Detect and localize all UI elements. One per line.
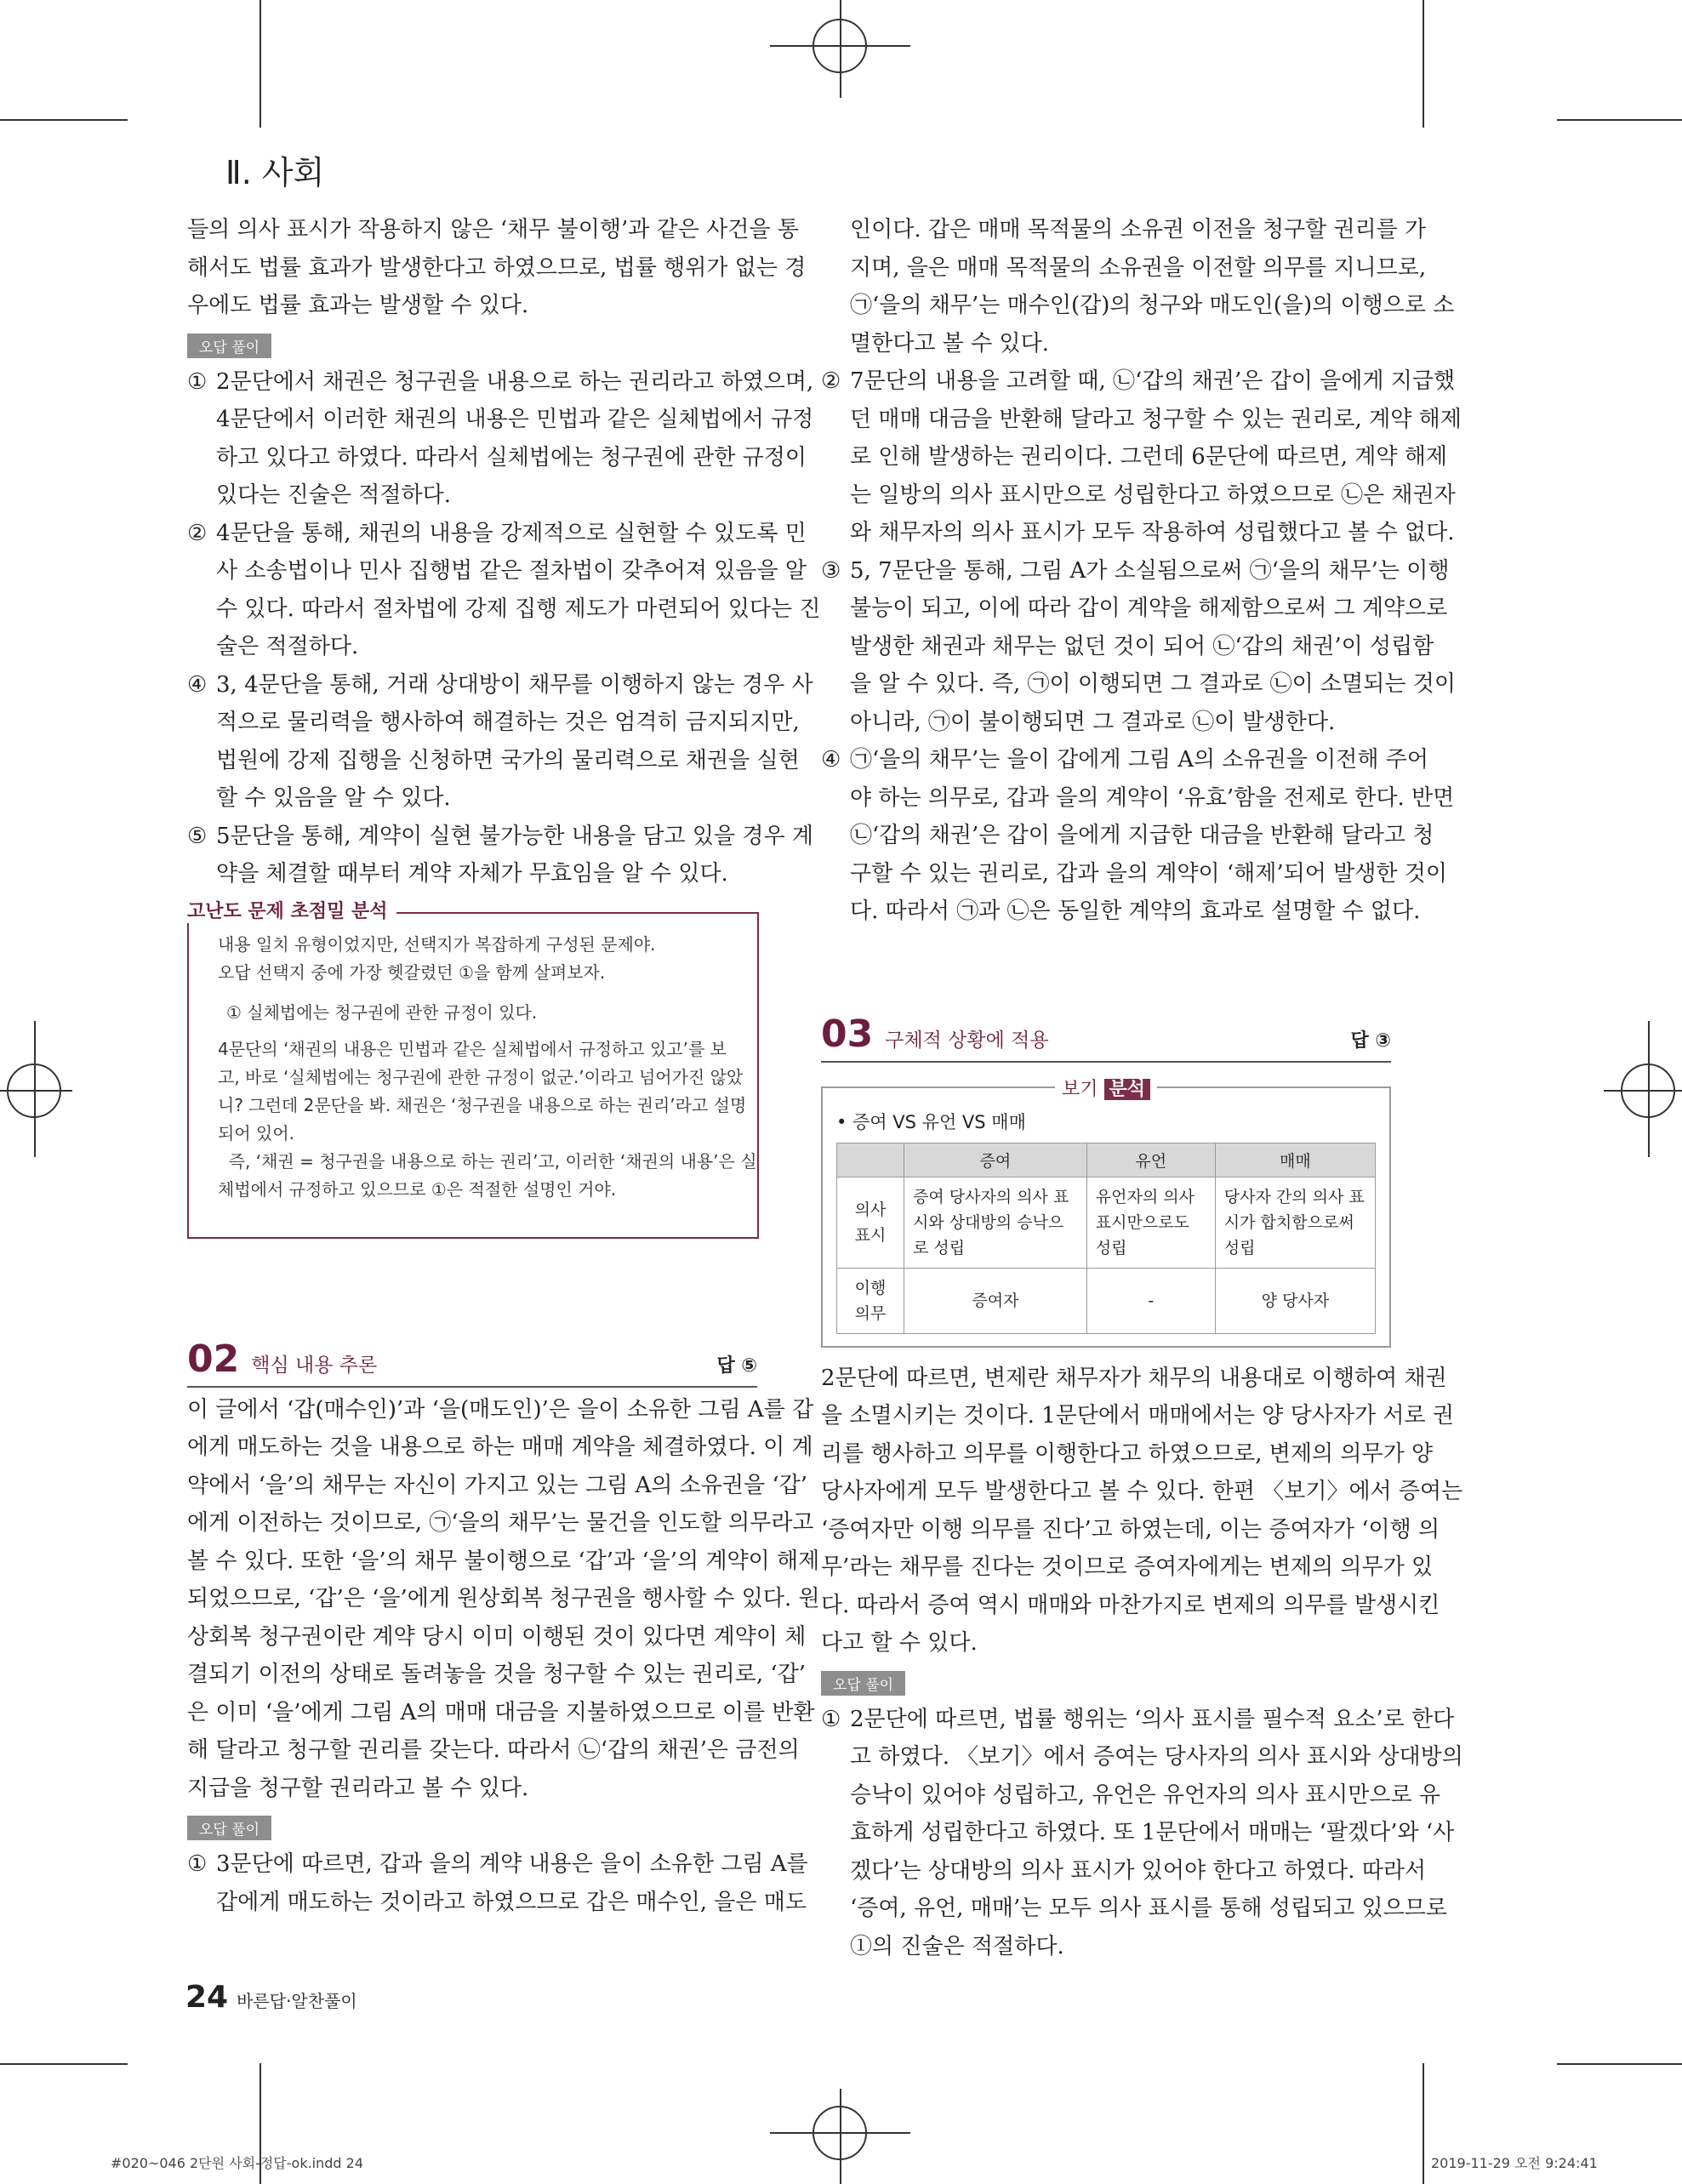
wrong-answer-tag: 오답 풀이 [821, 1671, 905, 1696]
wrong-answer-item [821, 1701, 1463, 1966]
text-line: 지급을 청구할 권리라고 볼 수 있다. [187, 1775, 529, 1801]
text-line: ㉠‘을의 채무’는 매수인(갑)의 청구와 매도인(을)의 이행으로 소 [850, 293, 1455, 318]
table-cell: 유언자의 의사 표시만으로도 성립 [1086, 1177, 1215, 1268]
section-title: Ⅱ. 사회 [225, 154, 325, 191]
box-title-analysis: 분석 [1104, 1079, 1151, 1100]
text-line: 구할 수 있는 권리로, 갑과 을의 계약이 ‘해제’되어 발생한 것이 [850, 860, 1447, 887]
table-row-header: 이행 의무 [837, 1268, 904, 1333]
answer-choice-item [187, 666, 813, 818]
text-line: 던 매매 대금을 반환해 달라고 청구할 수 있는 권리로, 계약 해제 [850, 406, 1462, 432]
crop-mark [0, 1090, 72, 1092]
text-line: 약을 체결할 때부터 계약 자체가 무효임을 알 수 있다. [216, 861, 728, 887]
text-line: 무’라는 채무를 진다는 것이므로 증여자에게는 변제의 의무가 있 [821, 1554, 1434, 1580]
text-line: 법원에 강제 집행을 신청하면 국가의 물리력으로 채권을 실현 [216, 747, 800, 773]
text-line: 로 인해 발생하는 권리이다. 그런데 6문단에 따르면, 계약 해제 [850, 444, 1447, 470]
text-line: 수 있다. 따라서 절차법에 강제 집행 제도가 마련되어 있다는 진 [216, 596, 821, 622]
choice-number: ① [187, 368, 208, 395]
question-type: 핵심 내용 추론 [251, 1354, 378, 1377]
table-row [837, 1268, 1376, 1333]
question-number: 02 [187, 1337, 240, 1381]
comparison-bullet: • 증여 VS 유언 VS 매매 [836, 1111, 1026, 1132]
choice-number: ① [821, 1706, 841, 1732]
crop-mark [34, 1021, 36, 1157]
crop-mark [1648, 1021, 1650, 1157]
crop-mark [1557, 2063, 1682, 2065]
text-line: 다. 따라서 ㉠과 ㉡은 동일한 계약의 효과로 설명할 수 없다. [850, 898, 1421, 924]
focus-line: 되어 있어. [218, 1122, 294, 1143]
text-line: 3문단에 따르면, 갑과 을의 계약 내용은 을이 소유한 그림 A를 [216, 1851, 808, 1877]
print-timestamp: 2019-11-29 오전 9:24:41 [1431, 2155, 1598, 2171]
table-cell: 증여자 [904, 1268, 1087, 1333]
choice-number: ④ [187, 671, 208, 698]
text-line: 을 소멸시키는 것이다. 1문단에서 매매에서는 양 당사자가 서로 권 [821, 1403, 1454, 1428]
text-line: 리를 행사하고 의무를 이행한다고 하였으므로, 변제의 의무가 양 [821, 1440, 1434, 1467]
file-info: #020~046 2단원 사회-정답-ok.indd 24 [111, 2155, 364, 2171]
text-line: 우에도 법률 효과는 발생할 수 있다. [187, 293, 529, 318]
right-column [821, 211, 1463, 1965]
text-line: 상회복 청구권이란 계약 당시 이미 이행된 것이 있다면 계약이 체 [187, 1623, 807, 1650]
focus-line: 내용 일치 유형이었지만, 선택지가 복잡하게 구성된 문제야. [218, 933, 656, 955]
text-line: ‘증여자만 이행 의무를 진다’고 하였는데, 이는 증여자가 ‘이행 의 [821, 1516, 1440, 1542]
text-line: 3, 4문단을 통해, 거래 상대방이 채무를 이행하지 않는 경우 사 [216, 671, 813, 698]
table-header-cell: 증여 [904, 1143, 1087, 1177]
crop-mark [0, 2063, 128, 2065]
box-title-bogi: 보기 [1061, 1078, 1098, 1100]
text-line: 4문단에서 이러한 채권의 내용은 민법과 같은 실체법에서 규정 [216, 407, 814, 432]
table-row-header: 의사 표시 [837, 1177, 904, 1268]
wrong-answer-list [821, 362, 1462, 931]
choice-number: ③ [821, 557, 841, 584]
text-line: 결되기 이전의 상태로 돌려놓을 것을 청구할 수 있는 권리로, ‘갑’ [187, 1662, 807, 1687]
table-header-cell: 매매 [1215, 1143, 1375, 1177]
focus-line: 고, 바로 ‘실체법에는 청구권에 관한 규정이 없군.’이라고 넘어가진 않았 [218, 1066, 744, 1087]
text-line: 아니라, ㉠이 불이행되면 그 결과로 ㉡이 발생한다. [850, 709, 1336, 735]
book-name: 바른답·알찬풀이 [237, 1991, 357, 2011]
answer-choice-item [821, 741, 1455, 931]
text-line: 불능이 되고, 이에 따라 갑이 계약을 해제함으로써 그 계약으로 [850, 596, 1448, 621]
crop-mark [1423, 2063, 1424, 2184]
text-line: 2문단에 따르면, 변제란 채무자가 채무의 내용대로 이행하여 채권 [821, 1365, 1447, 1391]
question-number: 03 [821, 1012, 874, 1056]
focus-line: 4문단의 ‘채권의 내용은 민법과 같은 실체법에서 규정하고 있고’를 보 [218, 1038, 727, 1059]
crop-mark [1423, 0, 1424, 128]
answer-choice-item [187, 363, 814, 515]
answer-choice-item [187, 818, 813, 893]
answer-choice-item [821, 1701, 1463, 1966]
crop-mark [1604, 1090, 1682, 1092]
text-line: 하고 있다고 하였다. 따라서 실체법에는 청구권에 관한 규정이 [216, 444, 807, 470]
text-line: 지며, 을은 매매 목적물의 소유권을 이전할 의무를 지니므로, [850, 254, 1427, 281]
table-cell: 당사자 간의 의사 표시가 합치함으로써 성립 [1215, 1177, 1375, 1268]
wrong-answer-tag: 오답 풀이 [187, 334, 271, 358]
continued-item [821, 211, 1455, 362]
wrong-answer-list [187, 363, 821, 893]
answer-choice-item [821, 552, 1456, 742]
crop-mark [840, 2089, 841, 2184]
focus-line: 즉, ‘채권 = 청구권을 내용으로 하는 권리’고, 이러한 ‘채권의 내용’은 실 [218, 1150, 757, 1172]
bogi-analysis-box [821, 1078, 1391, 1348]
text-line: 멸한다고 볼 수 있다. [850, 330, 1049, 356]
text-line: 적으로 물리력을 행사하여 해결하는 것은 엄격히 금지되지만, [216, 710, 800, 735]
crop-mark [840, 0, 841, 98]
crop-mark [1557, 119, 1682, 121]
question-03 [821, 1012, 1463, 1966]
text-line: ①의 진술은 적절하다. [850, 1933, 1064, 1959]
answer-choice-item [821, 362, 1462, 552]
choice-number: ⑤ [187, 823, 208, 849]
text-line: 들의 의사 표시가 작용하지 않은 ‘채무 불이행’과 같은 사건을 통 [187, 217, 799, 242]
focus-line: 오답 선택지 중에 가장 헷갈렸던 ①을 함께 살펴보자. [218, 961, 606, 983]
text-line: 해서도 법률 효과가 발생한다고 하였으므로, 법률 행위가 없는 경 [187, 254, 807, 281]
text-line: ㉡‘갑의 채권’은 갑이 을에게 지급한 대금을 반환해 달라고 청 [850, 823, 1434, 848]
text-line: 에게 매도하는 것을 내용으로 하는 매매 계약을 체결하였다. 이 계 [187, 1434, 813, 1460]
text-line: ㉠‘을의 채무’는 을이 갑에게 그림 A의 소유권을 이전해 주어 [850, 747, 1428, 773]
text-line: 발생한 채권과 채무는 없던 것이 되어 ㉡‘갑의 채권’이 성립함 [850, 633, 1434, 659]
text-line: 효하게 성립한다고 하였다. 또 1문단에서 매매는 ‘팔겠다’와 ‘사 [850, 1820, 1455, 1845]
focus-line: 니? 그런데 2문단을 봐. 채권은 ‘청구권을 내용으로 하는 권리’라고 설명 [218, 1094, 747, 1115]
text-line: 2문단에 따르면, 법률 행위는 ‘의사 표시를 필수적 요소’로 한다 [850, 1706, 1455, 1732]
focus-quote: ① 실체법에는 청구권에 관한 규정이 있다. [226, 1001, 538, 1023]
text-line: 은 이미 ‘을’에게 그림 A의 매매 대금을 지불하였으므로 이를 반환 [187, 1699, 815, 1725]
focus-body [218, 1035, 757, 1204]
left-column [187, 211, 821, 1921]
focus-analysis-box [187, 900, 757, 1235]
text-line: 다고 할 수 있다. [821, 1630, 978, 1656]
text-line: 갑에게 매도하는 것이라고 하였으므로 갑은 매수인, 을은 매도 [216, 1889, 807, 1915]
text-line: 당사자에게 모두 발생한다고 볼 수 있다. 한편 〈보기〉에서 증여는 [821, 1479, 1463, 1504]
text-line: 에게 이전하는 것이므로, ㉠‘을의 채무’는 물건을 인도할 의무라고 [187, 1510, 814, 1536]
choice-number: ① [187, 1851, 208, 1877]
crop-mark [259, 0, 261, 128]
text-line: 야 하는 의무로, 갑과 을의 계약이 ‘유효’함을 전제로 한다. 반면 [850, 784, 1455, 811]
text-line: 있다는 진술은 적절하다. [216, 482, 451, 508]
text-line: 이 글에서 ‘갑(매수인)’과 ‘을(매도인)’은 을이 소유한 그림 A를 갑 [187, 1396, 814, 1423]
question-03-explanation [821, 1360, 1463, 1662]
text-line: 약에서 ‘을’의 채무는 자신이 가지고 있는 그림 A의 소유권을 ‘갑’ [187, 1472, 808, 1498]
crop-mark [0, 119, 128, 121]
text-line: 인이다. 갑은 매매 목적물의 소유권 이전을 청구할 권리를 가 [850, 217, 1427, 242]
text-line: 고 하였다. 〈보기〉에서 증여는 당사자의 의사 표시와 상대방의 [850, 1744, 1463, 1770]
text-line: 할 수 있음을 알 수 있다. [216, 785, 451, 811]
focus-title: 고난도 문제 초점밀 분석 [187, 897, 396, 923]
text-line: 되었으므로, ‘갑’은 ‘을’에게 원상회복 청구권을 행사할 수 있다. 원 [187, 1586, 820, 1611]
table-cell: 증여 당사자의 의사 표시와 상대방의 승낙으로 성립 [904, 1177, 1087, 1268]
question-02 [187, 1337, 820, 1922]
choice-number: ④ [821, 747, 841, 773]
text-line: 4문단을 통해, 채권의 내용을 강제적으로 실현할 수 있도록 민 [216, 520, 807, 546]
text-line: 승낙이 있어야 성립하고, 유언은 유언자의 의사 표시만으로 유 [850, 1782, 1441, 1808]
answer-label: 답 ③ [1350, 1029, 1391, 1052]
text-line: 볼 수 있다. 또한 ‘을’의 채무 불이행으로 ‘갑’과 ‘을’의 계약이 해제 [187, 1548, 820, 1574]
focus-line: 체법에서 규정하고 있으므로 ①은 적절한 설명인 거야. [218, 1178, 617, 1200]
text-line: 해 달라고 청구할 권리를 갖는다. 따라서 ㉡‘갑의 채권’은 금전의 [187, 1737, 800, 1763]
text-line: 을 알 수 있다. 즉, ㉠이 이행되면 그 결과로 ㉡이 소멸되는 것이 [850, 671, 1456, 697]
text-line: 술은 적절하다. [216, 634, 359, 659]
text-line: 5, 7문단을 통해, 그림 A가 소실됨으로써 ㉠‘을의 채무’는 이행 [850, 557, 1450, 584]
table-cell: - [1086, 1268, 1215, 1333]
wrong-answer-item [187, 1845, 808, 1921]
page-number: 24 [185, 1980, 229, 2015]
focus-intro [218, 931, 738, 987]
question-type: 구체적 상황에 적용 [885, 1029, 1049, 1052]
table-cell: 양 당사자 [1215, 1268, 1375, 1333]
answer-label: 답 ⑤ [716, 1354, 757, 1377]
text-line: 다. 따라서 증여 역시 매매와 마찬가지로 변제의 의무를 발생시킨 [821, 1592, 1440, 1618]
text-line: 와 채무자의 의사 표시가 모두 작용하여 성립했다고 볼 수 없다. [850, 520, 1455, 545]
answer-choice-item [187, 1845, 808, 1921]
wrong-answer-tag: 오답 풀이 [187, 1816, 271, 1840]
choice-number: ② [187, 520, 208, 546]
intro-paragraph [187, 211, 807, 325]
answer-choice-item [187, 515, 821, 666]
comparison-table [836, 1143, 1376, 1334]
table-header-cell [837, 1143, 904, 1177]
question-02-explanation [187, 1391, 820, 1808]
text-line: 5문단을 통해, 계약이 실현 불가능한 내용을 담고 있을 경우 계 [216, 823, 813, 849]
text-line: 2문단에서 채권은 청구권을 내용으로 하는 권리라고 하였으며, [216, 368, 814, 395]
table-row [837, 1177, 1376, 1268]
text-line: 사 소송법이나 민사 집행법 같은 절차법이 갖추어져 있음을 알 [216, 558, 807, 584]
page-footer [185, 1980, 357, 2015]
text-line: 겠다’는 상대방의 의사 표시가 있어야 한다고 하였다. 따라서 [850, 1857, 1427, 1884]
text-line: 는 일방의 의사 표시만으로 성립한다고 하였으므로 ㉡은 채권자 [850, 482, 1456, 508]
text-line: ‘증여, 유언, 매매’는 모두 의사 표시를 통해 성립되고 있으므로 [850, 1896, 1447, 1921]
choice-number: ② [821, 368, 841, 394]
table-header-cell: 유언 [1086, 1143, 1215, 1177]
text-line: 7문단의 내용을 고려할 때, ㉡‘갑의 채권’은 갑이 을에게 지급했 [850, 368, 1456, 394]
